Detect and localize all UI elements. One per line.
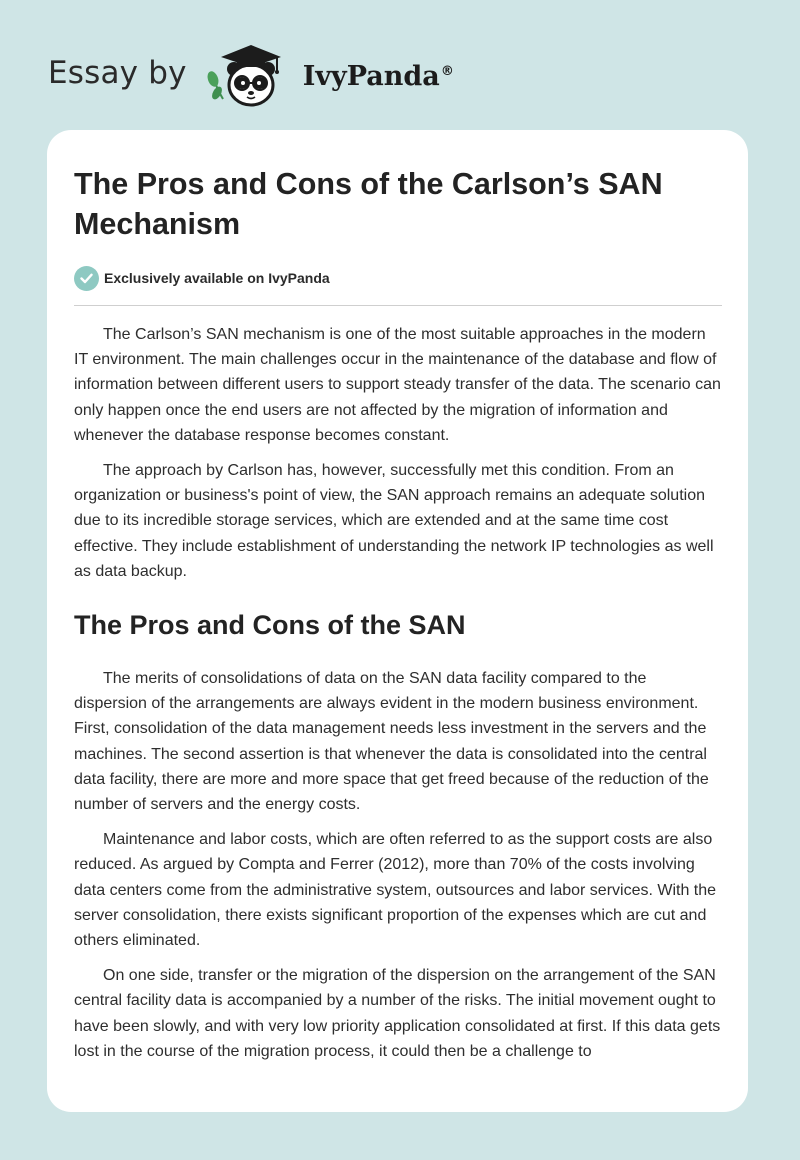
brand-registered-mark: ®: [440, 63, 454, 79]
pros-cons-section: [74, 666, 722, 1064]
exclusive-badge: [74, 264, 722, 292]
brand-header: [48, 28, 454, 118]
intro-section: [74, 322, 722, 584]
body-paragraph: On one side, transfer or the migration of the dispersion on the arrangement of the SAN central facility data is accompanied by a number of the risks. The initial movement ought to have been slowly, and with very low priority application consolidated at first. If this data gets lost in the course of the migration process, it could then be a challenge to: [74, 967, 721, 1060]
check-circle-icon: [74, 266, 99, 291]
body-paragraph: The merits of consolidations of data on the SAN data facility compared to the dispersion of the arrangements are always evident in the modern business environment. First, consolidation of the data management needs less investment in the servers and the machines. The second assertion is that whenever the data is consolidated into the central data facility, there are more and more space that get freed because of the reduction of the number of servers and the energy costs.: [74, 670, 709, 814]
exclusive-label: Exclusively available on IvyPanda: [104, 270, 330, 286]
body-paragraph: Maintenance and labor costs, which are often referred to as the support costs are also reduced. As argued by Compta and Ferrer (2012), more than 70% of the costs involving data centers come from the administrative system, outsources and labor services. With the server consolidation, there exists significant proportion of the expenses which are cut and others eliminated.: [74, 831, 717, 950]
body-paragraph: The Carlson’s SAN mechanism is one of the most suitable approaches in the modern IT environment. The main challenges occur in the maintenance of the database and flow of information between different users to support steady transfer of the data. The scenario can only happen once the end users are not affected by the migration of information and whenever the database response becomes constant.: [74, 326, 721, 444]
panda-logo-icon: [201, 33, 301, 113]
section-heading: The Pros and Cons of the SAN: [74, 610, 466, 641]
essay-body: [74, 322, 722, 1064]
body-paragraph: The approach by Carlson has, however, successfully met this condition. From an organization or business's point of view, the SAN approach remains an adequate solution due to its incredible storage services, which are extended and at the same time cost effective. They include establishment of understanding the network IP technologies as well as data backup.: [74, 462, 714, 580]
title-divider: [74, 305, 722, 306]
brand-prefix: Essay by: [48, 55, 187, 91]
brand-name: IvyPanda®: [302, 60, 454, 92]
essay-card: [47, 130, 748, 1112]
essay-title: The Pros and Cons of the Carlson’s SAN Mechanism: [74, 167, 663, 241]
